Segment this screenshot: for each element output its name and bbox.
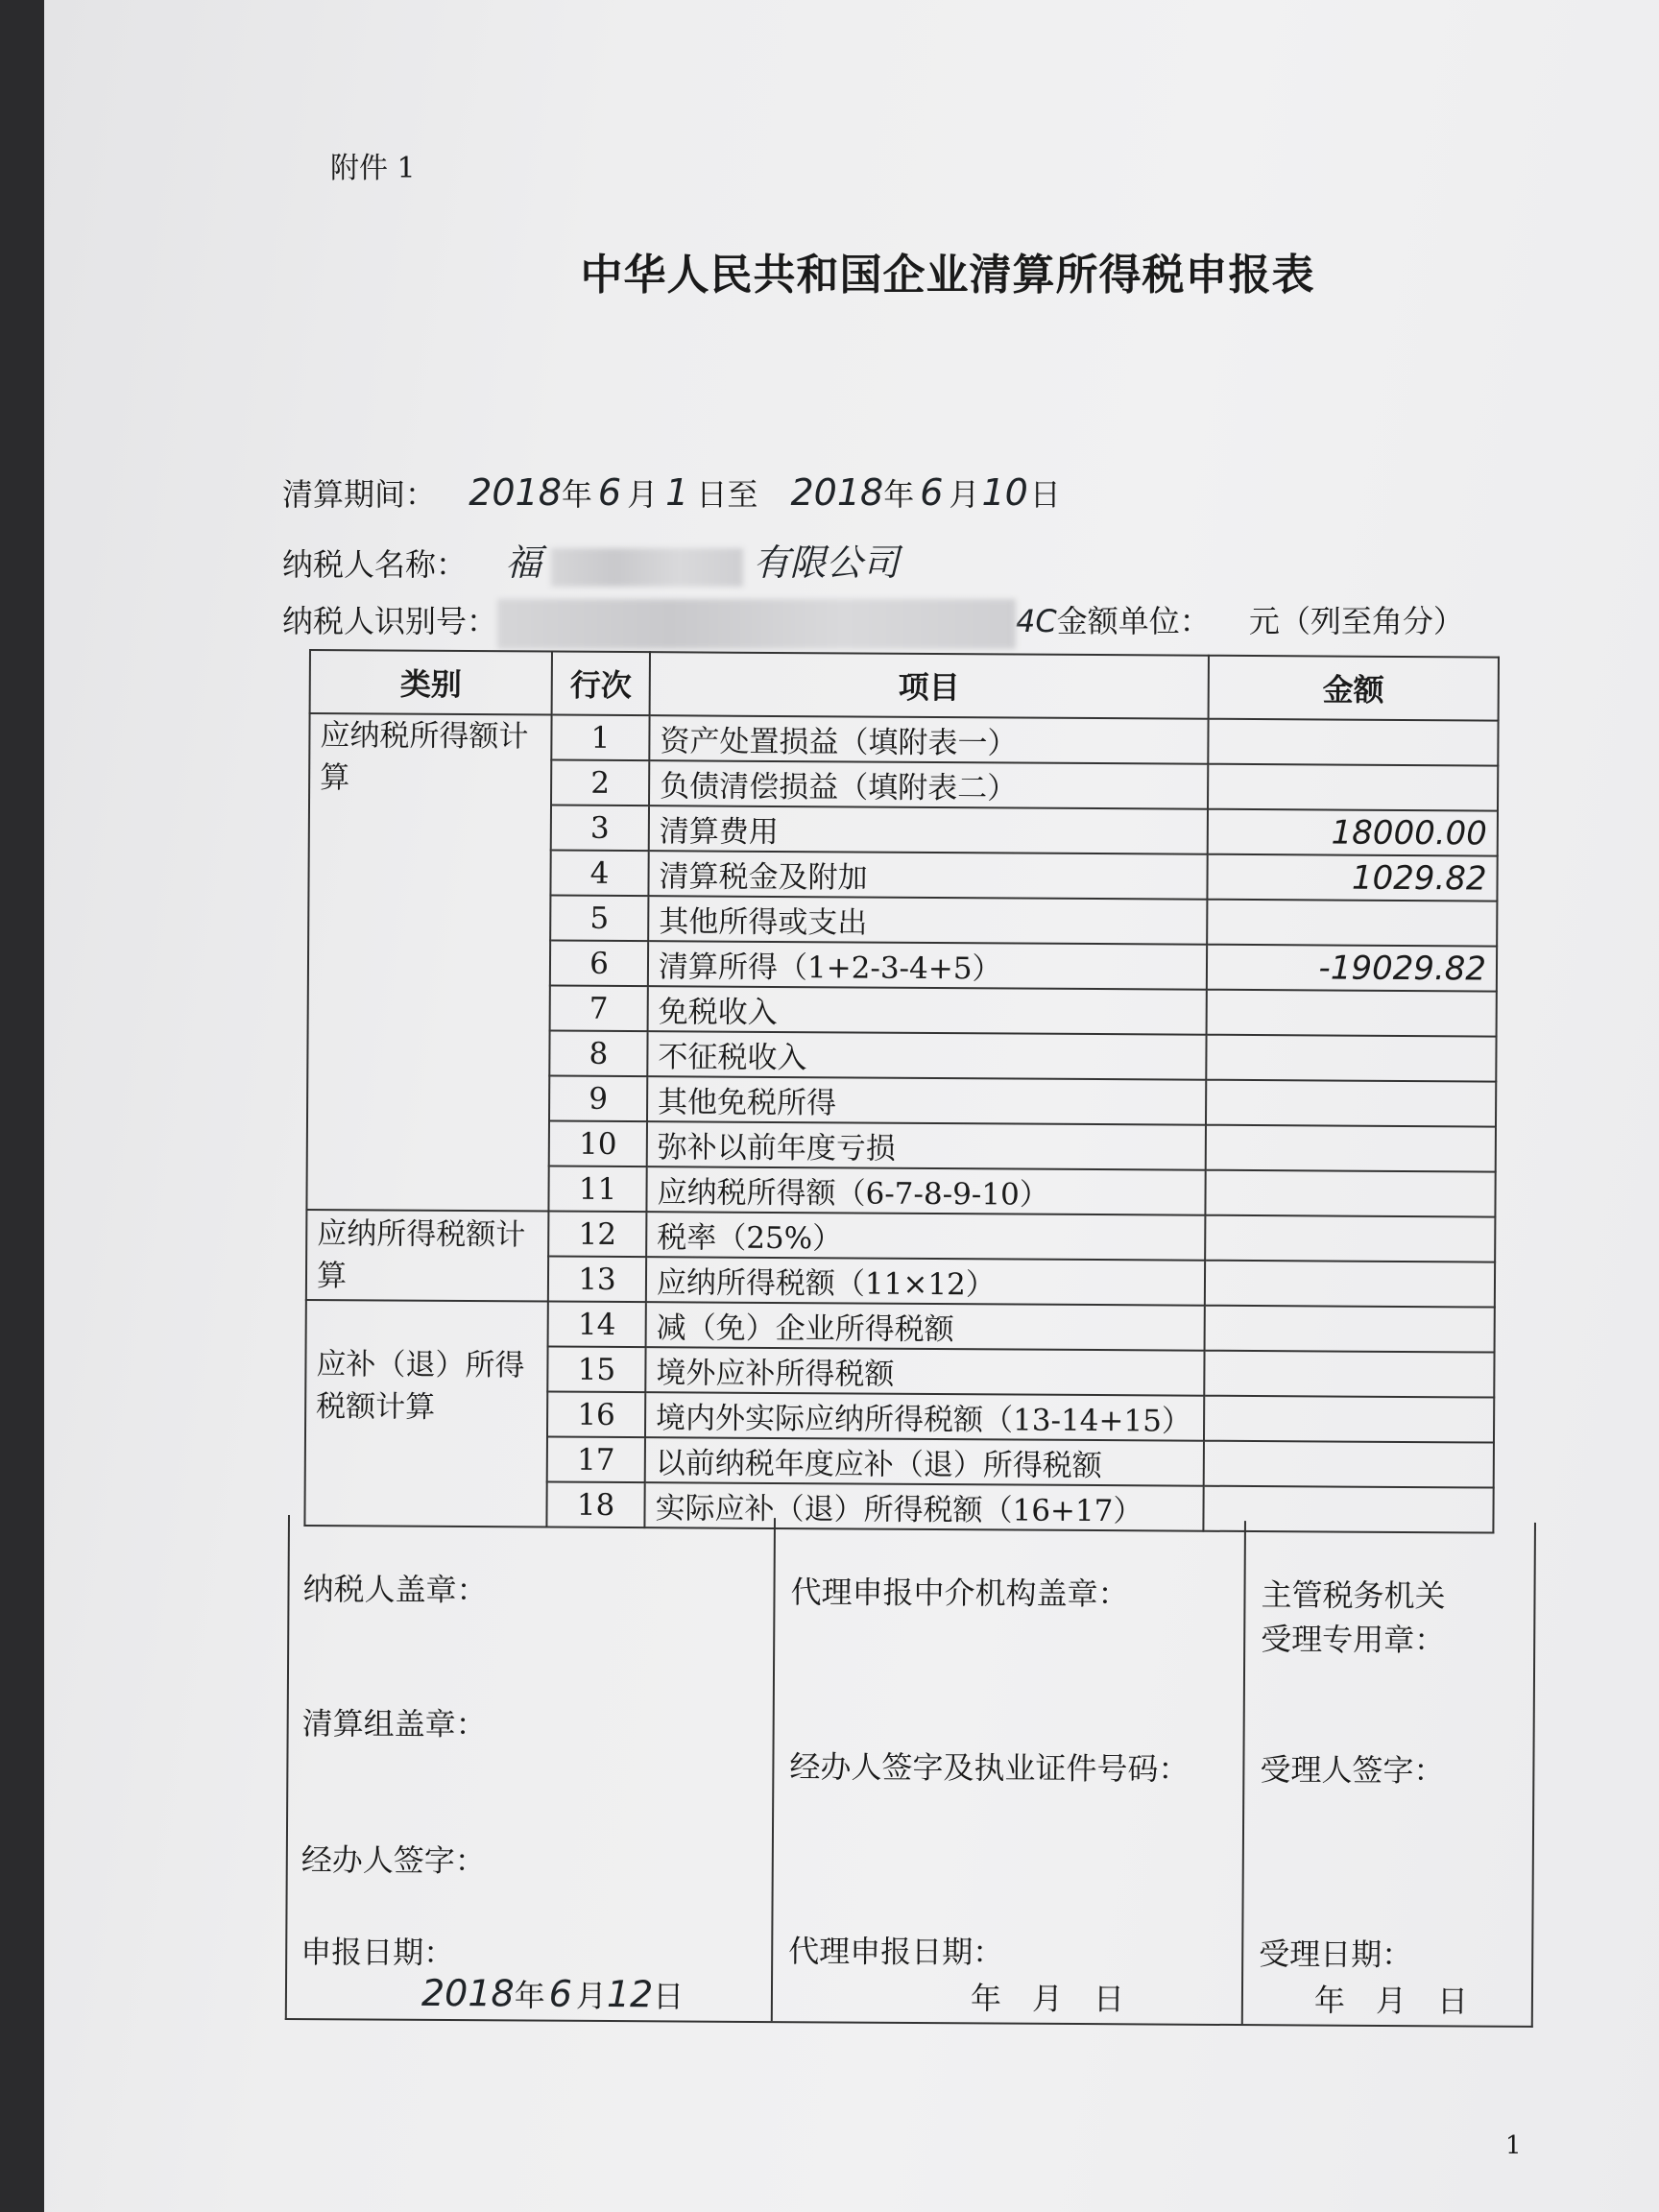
header-item: 项目: [650, 652, 1209, 719]
row-amount: [1205, 1261, 1495, 1308]
month-char: 月: [627, 476, 659, 513]
column-divider: [1241, 1521, 1246, 2024]
year-char: 年: [561, 476, 592, 513]
row-number: 3: [551, 805, 649, 852]
row-amount: [1208, 764, 1498, 811]
row-amount: [1205, 1306, 1495, 1353]
agent-sign-label: 经办人签字及执业证件号码：: [789, 1748, 1190, 1788]
period-start-month: 6: [597, 471, 622, 514]
report-month: 6: [548, 1972, 573, 2015]
row-item: 实际应补（退）所得税额（16+17）: [644, 1482, 1203, 1531]
row-item: 清算税金及附加: [648, 851, 1207, 900]
document-page: [44, 0, 1659, 2212]
category-tax-payable: 应纳所得税额计算: [306, 1210, 549, 1302]
taxpayer-id-line: [282, 597, 1464, 649]
table-row: [306, 1210, 1495, 1262]
row-amount: [1204, 1351, 1494, 1398]
report-date-label: 申报日期：: [301, 1934, 455, 1972]
row-number: 17: [547, 1437, 645, 1483]
year-char: 年: [514, 1977, 545, 2014]
row-item: 资产处置损益（填附表一）: [649, 715, 1208, 764]
report-year: 2018: [421, 1971, 515, 2015]
row-number: 4: [550, 851, 648, 897]
receiver-sign-label: 受理人签字：: [1260, 1751, 1445, 1790]
row-item: 应纳所得税额（11×12）: [646, 1257, 1205, 1306]
row-item: 以前纳税年度应补（退）所得税额: [645, 1437, 1204, 1486]
row-item: 清算费用: [649, 805, 1208, 854]
row-number: 11: [548, 1166, 646, 1213]
redacted-blur: [497, 599, 1016, 649]
row-item: 境内外实际应纳所得税额（13-14+15）: [645, 1392, 1204, 1441]
day-char: 日: [1029, 476, 1061, 513]
attachment-label: 附件 1: [330, 152, 416, 185]
taxpayer-name-end: 有限公司: [753, 541, 900, 584]
table-row: [309, 713, 1498, 766]
taxpayer-name-line: [282, 533, 900, 587]
row-amount: 18000.00: [1208, 809, 1498, 856]
period-start-day: 1: [665, 471, 689, 514]
year-char: 年: [883, 476, 915, 513]
declaration-table: [303, 649, 1500, 1534]
row-item: 不征税收入: [647, 1031, 1206, 1080]
header-amount: 金额: [1209, 656, 1499, 721]
report-day: 12: [606, 1973, 654, 2016]
row-number: 14: [548, 1302, 646, 1348]
day-to-char: 日至: [696, 476, 758, 513]
form-title: 中华人民共和国企业清算所得税申报表: [580, 251, 1315, 300]
taxpayer-id-label: 纳税人识别号：: [282, 603, 498, 639]
authority-seal-label-1: 主管税务机关: [1261, 1576, 1446, 1615]
period-start-year: 2018: [469, 471, 562, 514]
row-amount: [1208, 719, 1498, 766]
column-divider: [771, 1518, 776, 2021]
month-char: 月: [575, 1977, 607, 2015]
row-number: 18: [546, 1482, 644, 1528]
receive-date-label: 受理日期：: [1259, 1936, 1413, 1974]
report-date-value: [421, 1971, 685, 2017]
liquidation-seal-label: 清算组盖章：: [301, 1705, 487, 1743]
month-char: 月: [949, 476, 980, 513]
period-end-month: 6: [920, 471, 944, 514]
row-amount: [1206, 1080, 1496, 1127]
row-amount: [1204, 1396, 1494, 1443]
taxpayer-name-label: 纳税人名称：: [282, 546, 468, 583]
agent-date-label: 代理申报日期：: [788, 1933, 1004, 1971]
row-amount: -19029.82: [1207, 945, 1497, 992]
signature-section: [285, 1515, 1536, 2028]
row-item: 免税收入: [648, 986, 1207, 1035]
row-number: 8: [549, 1031, 647, 1077]
row-item: 其他免税所得: [647, 1076, 1206, 1125]
row-amount: [1205, 1170, 1495, 1217]
agent-date-value: 年 月 日: [970, 1980, 1125, 2018]
row-item: 负债清偿损益（填附表二）: [649, 760, 1208, 809]
period-label: 清算期间：: [282, 476, 437, 513]
receive-date-value: 年 月 日: [1313, 1982, 1469, 2020]
row-amount: [1204, 1441, 1494, 1488]
header-row-no: 行次: [552, 652, 650, 716]
category-tax-refund: 应补（退）所得税额计算: [304, 1300, 547, 1527]
amount-unit-value: 元（列至角分）: [1248, 603, 1464, 639]
row-item: 减（免）企业所得税额: [646, 1302, 1205, 1351]
row-amount: 1029.82: [1207, 854, 1497, 902]
row-number: 13: [548, 1257, 646, 1303]
row-amount: [1206, 1035, 1496, 1082]
header-category: 类别: [310, 650, 552, 715]
row-item: 其他所得或支出: [648, 896, 1207, 945]
row-number: 12: [548, 1212, 646, 1258]
row-number: 2: [551, 760, 649, 806]
row-number: 16: [547, 1392, 645, 1438]
category-taxable-income: 应纳税所得额计算: [306, 713, 551, 1212]
row-number: 15: [547, 1347, 645, 1393]
agent-seal-label: 代理申报中介机构盖章：: [790, 1574, 1129, 1613]
row-item: 境外应补所得税额: [645, 1347, 1204, 1396]
period-end-year: 2018: [790, 471, 884, 514]
day-char: 日: [653, 1978, 685, 2015]
row-amount: [1205, 1215, 1495, 1262]
taxpayer-name-start: 福: [505, 541, 542, 584]
row-item: 清算所得（1+2-3-4+5）: [648, 941, 1207, 990]
row-number: 9: [549, 1076, 647, 1122]
row-number: 5: [550, 896, 648, 942]
taxpayer-seal-label: 纳税人盖章：: [302, 1571, 488, 1609]
amount-unit-label: 金额单位：: [1056, 603, 1211, 639]
row-amount: [1207, 900, 1497, 947]
table-row: [306, 1300, 1495, 1353]
row-item: 弥补以前年度亏损: [647, 1121, 1206, 1170]
redacted-blur: [551, 548, 743, 587]
row-number: 1: [551, 715, 649, 761]
authority-seal-label-2: 受理专用章：: [1261, 1621, 1446, 1659]
row-number: 7: [550, 986, 648, 1032]
period-line: [282, 470, 1061, 515]
page-number: 1: [1505, 2131, 1522, 2160]
row-number: 6: [550, 941, 648, 987]
table-header-row: [310, 650, 1499, 721]
row-item: 税率（25%）: [646, 1212, 1205, 1261]
taxpayer-id-end: 4C: [1016, 603, 1057, 639]
period-end-day: 10: [981, 471, 1028, 514]
row-amount: [1206, 1125, 1496, 1172]
handler-sign-label: 经办人签字：: [301, 1841, 486, 1880]
row-amount: [1207, 990, 1497, 1037]
row-item: 应纳税所得额（6-7-8-9-10）: [646, 1166, 1205, 1215]
row-number: 10: [549, 1121, 647, 1167]
